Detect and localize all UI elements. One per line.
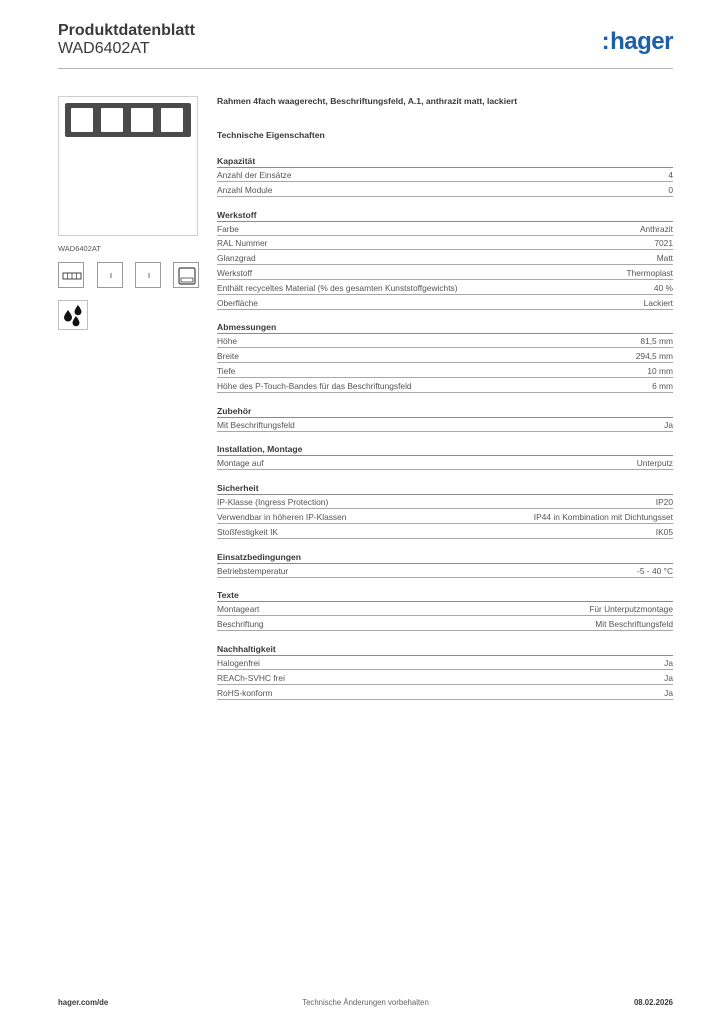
spec-value: IP44 in Kombination mit Dichtungsset — [533, 512, 673, 522]
spec-value: 40 % — [653, 282, 673, 293]
label-field-icon — [173, 262, 199, 288]
spec-value: 6 mm — [652, 380, 673, 391]
spec-value: IK05 — [655, 526, 673, 537]
spec-label: Breite — [217, 351, 239, 362]
spec-label: Anzahl der Einsätze — [217, 170, 292, 180]
spec-row — [217, 617, 673, 631]
spec-row — [217, 349, 673, 363]
spec-label: Mit Beschriftungsfeld — [217, 419, 295, 430]
spec-label: Oberfläche — [217, 297, 258, 308]
frame-slot — [131, 108, 153, 132]
section-title: Werkstoff — [217, 209, 257, 220]
spec-row — [217, 686, 673, 700]
separator-line-icon — [135, 262, 161, 288]
frame-slot — [71, 108, 93, 132]
spec-label: Stoßfestigkeit IK — [217, 526, 278, 537]
frame-slot — [101, 108, 123, 132]
spec-label: Enthält recyceltes Material (% des gesamten Kunststoffgewichts) — [217, 282, 458, 293]
product-description: Rahmen 4fach waagerecht, Beschriftungsfeld, A.1, anthrazit matt, lackiert — [217, 96, 518, 106]
spec-value: Anthrazit — [639, 223, 673, 234]
spec-label: REACh-SVHC frei — [217, 672, 285, 683]
spec-label: Höhe — [217, 336, 238, 347]
spec-value: Ja — [664, 658, 673, 668]
spec-label: Betriebstemperatur — [217, 565, 289, 576]
hager-logo: :hager — [601, 28, 673, 55]
spec-label: RoHS-konform — [217, 687, 273, 698]
spec-label: Verwendbar in höheren IP-Klassen — [217, 512, 347, 522]
spec-value: Thermoplast — [626, 268, 673, 278]
spec-label: Tiefe — [217, 366, 236, 376]
spec-value: Mit Beschriftungsfeld — [595, 619, 673, 630]
footer-date: 08.02.2026 — [633, 998, 673, 1007]
spec-row — [217, 183, 673, 197]
spec-row — [217, 364, 673, 378]
tech-properties-heading: Technische Eigenschaften — [217, 130, 325, 140]
spec-label: Anzahl Module — [217, 184, 273, 195]
header-divider — [58, 68, 673, 69]
spec-value: 4 — [668, 170, 673, 180]
spec-row — [217, 564, 673, 578]
spec-label: Montageart — [217, 604, 260, 615]
spec-row — [217, 168, 673, 182]
frame-4fold-icon — [58, 262, 84, 288]
spec-row — [217, 656, 673, 670]
spec-value: 81,5 mm — [640, 336, 673, 347]
spec-value: Unterputz — [636, 458, 673, 469]
spec-row — [217, 602, 673, 616]
spec-row — [217, 251, 673, 265]
spec-row — [217, 236, 673, 250]
section-title: Texte — [217, 590, 239, 601]
footer-website[interactable]: hager.com/de — [58, 998, 109, 1007]
spec-value: Ja — [664, 687, 673, 698]
section-title: Einsatzbedingungen — [217, 551, 302, 562]
spec-label: Werkstoff — [217, 268, 253, 278]
spec-value: IP20 — [655, 497, 673, 508]
spec-value: Lackiert — [643, 297, 673, 308]
spec-row — [217, 418, 673, 432]
frame-illustration — [65, 103, 191, 137]
spec-value: -5 - 40 °C — [637, 565, 673, 576]
spec-row — [217, 266, 673, 280]
section-title: Abmessungen — [217, 322, 277, 333]
spec-label: Halogenfrei — [217, 658, 260, 668]
spec-label: Montage auf — [217, 458, 264, 469]
water-drops-icon — [58, 300, 88, 330]
spec-value: 7021 — [654, 238, 673, 249]
spec-label: IP-Klasse (Ingress Protection) — [217, 497, 329, 508]
spec-label: Glanzgrad — [217, 253, 256, 264]
spec-row — [217, 671, 673, 685]
spec-row — [217, 456, 673, 470]
spec-value: Matt — [656, 253, 673, 264]
spec-row — [217, 296, 673, 310]
spec-row — [217, 281, 673, 295]
spec-row — [217, 510, 673, 524]
section-title: Zubehör — [217, 405, 252, 416]
spec-value: 0 — [668, 184, 673, 195]
spec-value: 10 mm — [647, 366, 673, 376]
image-caption: WAD6402AT — [58, 244, 101, 253]
spec-row — [217, 222, 673, 236]
spec-value: 294,5 mm — [635, 351, 673, 362]
section-title: Installation, Montage — [217, 444, 303, 455]
section-title: Sicherheit — [217, 483, 259, 494]
spec-value: Ja — [664, 419, 673, 430]
footer-disclaimer: Technische Änderungen vorbehalten — [302, 998, 429, 1007]
spec-label: Farbe — [217, 223, 239, 234]
spec-label: Beschriftung — [217, 619, 264, 630]
spec-row — [217, 525, 673, 539]
section-title: Nachhaltigkeit — [217, 644, 276, 654]
product-code: WAD6402AT — [58, 40, 150, 57]
spec-value: Für Unterputzmontage — [589, 604, 673, 615]
spec-label: RAL Nummer — [217, 238, 268, 249]
spec-row — [217, 495, 673, 509]
section-title: Kapazität — [217, 156, 256, 166]
spec-row — [217, 379, 673, 393]
separator-line-icon — [97, 262, 123, 288]
document-title: Produktdatenblatt — [58, 22, 195, 39]
spec-value: Ja — [664, 672, 673, 683]
spec-row — [217, 334, 673, 348]
page-header — [58, 20, 673, 68]
spec-label: Höhe des P-Touch-Bandes für das Beschriftungsfeld — [217, 380, 412, 391]
frame-slot — [161, 108, 183, 132]
product-image — [58, 96, 198, 236]
